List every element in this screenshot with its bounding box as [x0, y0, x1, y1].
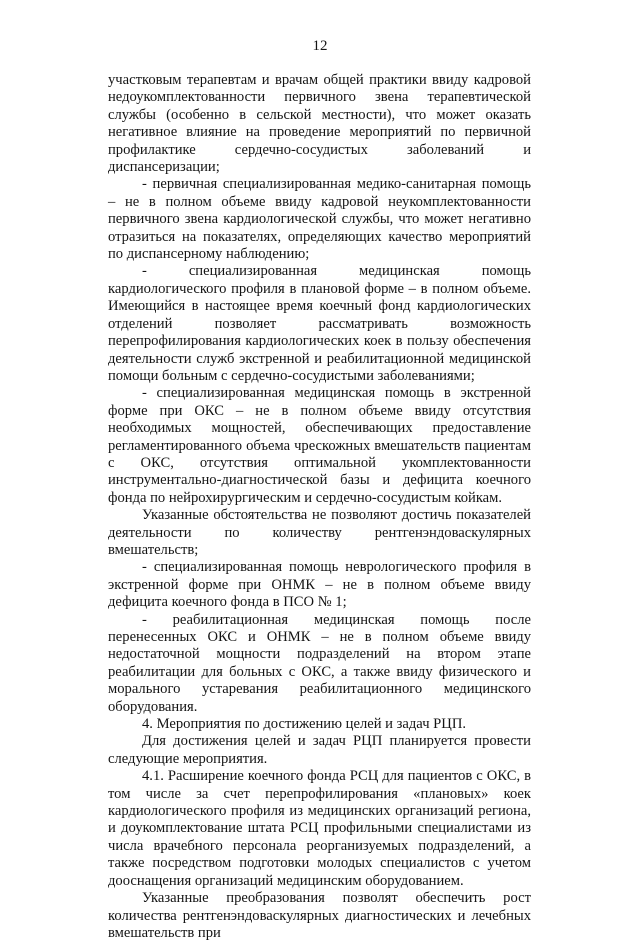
document-body — [108, 72, 531, 942]
paragraph-7: - реабилитационная медицинская помощь после перенесенных ОКС и ОНМК – не в полном объеме ввиду недостаточной мощности подразделений на втором этапе реабилитации для больных с ОКС, а также ввиду физического и морального устаревания реабилитационного медицинского оборудования. — [108, 611, 531, 715]
paragraph-6: - специализированная помощь неврологического профиля в экстренной форме при ОНМК – не в полном объеме ввиду дефицита коечного фонда в ПСО № 1; — [108, 559, 531, 611]
paragraph-4: - специализированная медицинская помощь в экстренной форме при ОКС – не в полном объеме ввиду отсутствия необходимых мощностей, обеспечивающих предоставление регламентированного объема чрескожных вмешательств пациентам с ОКС, отсутствия оптимальной укомплектованности инструментально-диагностической базы и дефицита коечного фонда по нейрохирургическим и сердечно-сосудистым койкам. — [108, 385, 531, 506]
paragraph-9: Для достижения целей и задач РЦП планируется провести следующие мероприятия. — [108, 733, 531, 767]
paragraph-1: участковым терапевтам и врачам общей практики ввиду кадровой недоукомплектованности первичного звена терапевтической службы (особенно в сельской местности), что может оказать негативное влияние на проведение мероприятий по первичной профилактике сердечно-сосудистых заболеваний и диспансеризации; — [108, 72, 531, 176]
paragraph-10: 4.1. Расширение коечного фонда РСЦ для пациентов с ОКС, в том числе за счет перепрофилирования «плановых» коек кардиологического профиля из медицинских организаций региона, и доукомплектование штата РСЦ профильными специалистами из числа врачебного персонала реорганизуемых подразделений, а также посредством подготовки молодых специалистов с учетом дооснащения организаций медицинским оборудованием. — [108, 768, 531, 889]
section-heading-4: 4. Мероприятия по достижению целей и задач РЦП. — [142, 716, 467, 733]
paragraph-11: Указанные преобразования позволят обеспечить рост количества рентгенэндоваскулярных диагностических и лечебных вмешательств при — [108, 890, 531, 941]
page-number: 12 — [312, 38, 328, 54]
paragraph-2: - первичная специализированная медико-санитарная помощь – не в полном объеме ввиду кадровой неукомплектованности первичного звена кардиологической службы, что может негативно отразиться на показателях, определяющих качество мероприятий по диспансерному наблюдению; — [108, 176, 531, 263]
paragraph-5: Указанные обстоятельства не позволяют достичь показателей деятельности по количеству рентгенэндоваскулярных вмешательств; — [108, 507, 531, 558]
paragraph-3: - специализированная медицинская помощь кардиологического профиля в плановой форме – в полном объеме. Имеющийся в настоящее время коечный фонд кардиологических отделений позволяет рассматривать возможность перепрофилирования кардиологических коек в пользу обеспечения деятельности служб экстренной и реабилитационной медицинской помощи больным с сердечно-сосудистыми заболеваниями; — [108, 263, 531, 384]
